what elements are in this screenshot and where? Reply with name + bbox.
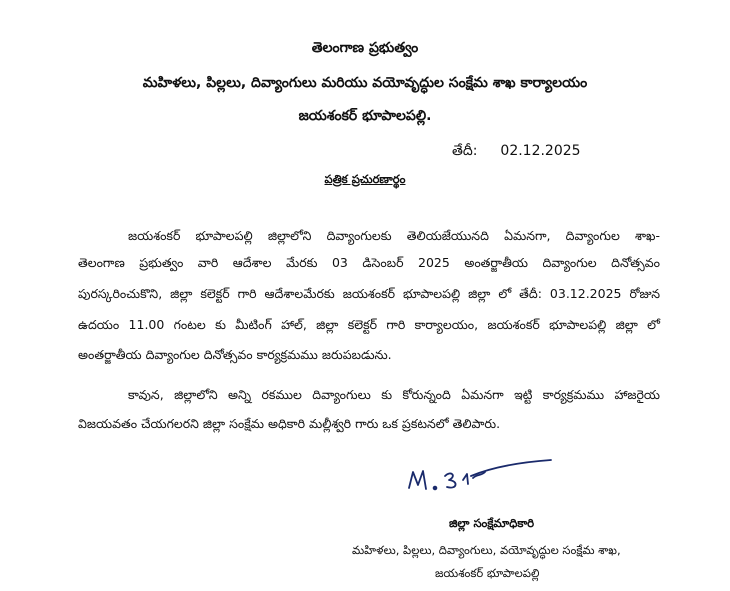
press-note-heading: పత్రిక ప్రచురణార్థం: [324, 172, 406, 186]
date-label: తేదీ:: [452, 143, 478, 159]
paragraph-1-line-text: జయశంకర్ భూపాలపల్లి జిల్లాలోని దివ్యాంగులకు తెలియజేయునది ఏమనగా, దివ్యాంగుల శాఖ-: [128, 228, 660, 243]
paragraph-1-line: [78, 228, 660, 247]
paragraph-1-line: ఉదయం 11.00 గంటల కు మీటింగ్ హాల్, జిల్లా కలెక్టర్ గారి కార్యాలయం, జయశంకర్ భూపాలపల్లి జిల్లా లో: [78, 317, 660, 332]
paragraph-2-line-text: కావున, జిల్లాలోని అన్ని రకముల దివ్యాంగులు కు కోరున్నంది ఏమనగా ఇట్టి కార్యక్రమము హాజరైయ: [128, 387, 660, 402]
paragraph-1-line: అంతర్జాతీయ దివ్యాంగుల దినోత్సవం కార్యక్రమము జరుపబడును.: [78, 347, 392, 362]
paragraph-1-line: తెలంగాణ ప్రభుత్వం వారి ఆదేశాల మేరకు 03 డిసెంబర్ 2025 అంతర్జాతీయ దివ్యాంగుల దినోత్సవం: [78, 255, 660, 270]
district-title: జయశంకర్ భూపాలపల్లి.: [298, 108, 432, 124]
signatory-title: జిల్లా సంక్షేమాధికారి: [449, 516, 535, 530]
signatory-department: మహిళలు, పిల్లలు, దివ్యాంగులు, వయోవృద్ధుల సంక్షేమ శాఖ,: [352, 543, 621, 557]
handwritten-signature: [405, 454, 555, 502]
paragraph-2-line: విజయవతం చేయగలరని జిల్లా సంక్షేమ అధికారి మల్లీశ్వరి గారు ఒక ప్రకటనలో తెలిపారు.: [78, 416, 501, 431]
department-title: మహిళలు, పిల్లలు, దివ్యాంగులు మరియు వయోవృద్ధుల సంక్షేమ శాఖ కార్యాలయం: [142, 75, 588, 91]
date-value: 02.12.2025: [500, 143, 581, 159]
paragraph-2-line: [78, 387, 660, 406]
date-line: [452, 143, 581, 162]
government-title: తెలంగాణ ప్రభుత్వం: [311, 40, 419, 56]
signatory-place: జయశంకర్ భూపాలపల్లి: [435, 566, 540, 580]
paragraph-1-line: పురస్కరించుకొని, జిల్లా కలెక్టర్ గారి ఆదేశాలమేరకు జయశంకర్ భూపాలపల్లి జిల్లా లో తేదీ: 03.12.2025 రోజున: [78, 286, 660, 301]
